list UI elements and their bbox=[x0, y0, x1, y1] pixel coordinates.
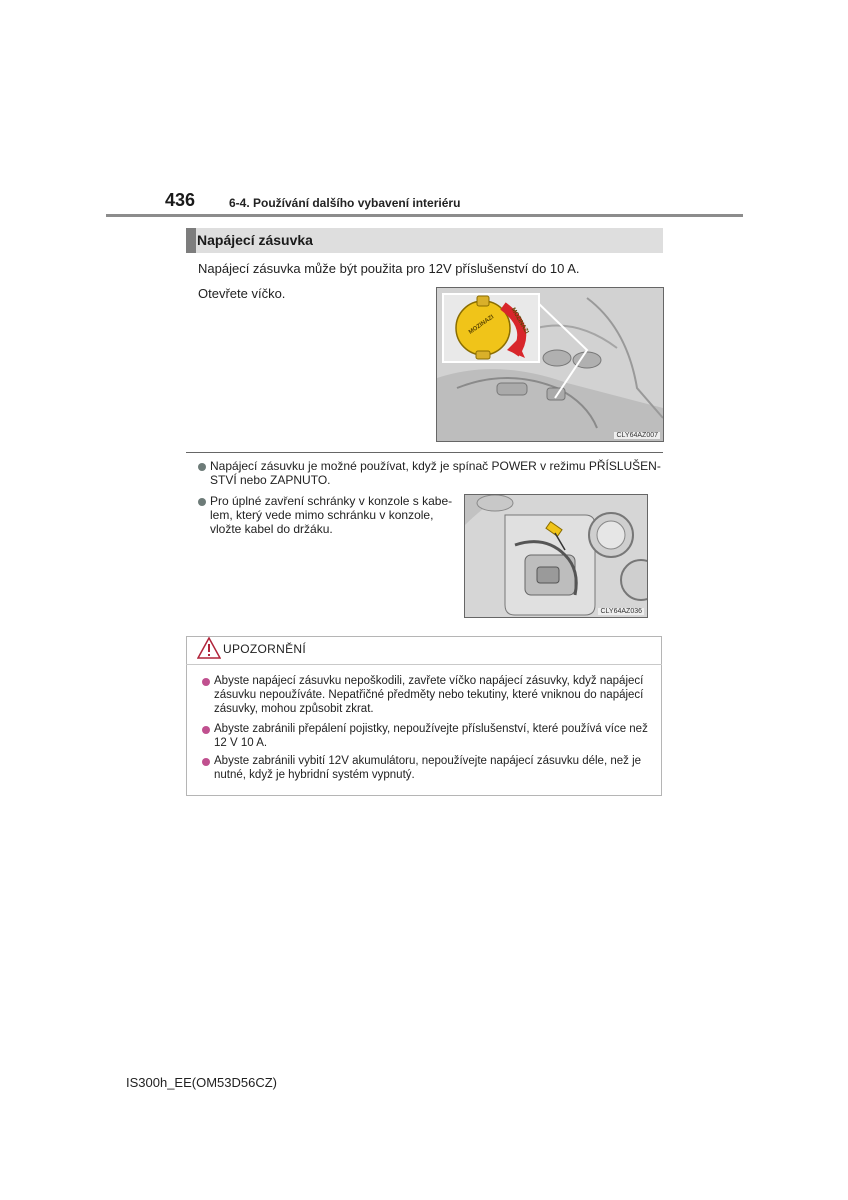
section-title: Napájecí zásuvka bbox=[197, 232, 313, 248]
page-number: 436 bbox=[165, 190, 196, 210]
warning-bullet-icon bbox=[202, 678, 210, 686]
warning-title: UPOZORNĚNÍ bbox=[223, 642, 307, 656]
note-1-line-2: STVÍ nebo ZAPNUTO. bbox=[210, 473, 331, 487]
cap-label-2: MOZINAZI bbox=[509, 306, 530, 336]
warning-item-1-line-1: Abyste napájecí zásuvku nepoškodili, zavřete víčko napájecí zásuvky, když napájecí bbox=[214, 675, 644, 687]
figure-open-cap bbox=[436, 287, 664, 442]
warning-bullet-icon bbox=[202, 758, 210, 766]
warning-item-3-line-2: nutné, když je hybridní systém vypnutý. bbox=[214, 769, 415, 781]
warning-bullet-icon bbox=[202, 726, 210, 734]
warning-item-2-line-2: 12 V 10 A. bbox=[214, 737, 268, 749]
footer-model-code: IS300h_EE(OM53D56CZ) bbox=[126, 1075, 278, 1090]
figure-code: CLY64AZ036 bbox=[600, 608, 642, 615]
warning-item-3-line-1: Abyste zabránili vybití 12V akumulátoru, nepoužívejte napájecí zásuvku déle, než je bbox=[214, 755, 642, 767]
warning-item-1-line-2: zásuvku nepoužíváte. Nepatřičné předměty nebo tekutiny, které vniknou do napájecí bbox=[214, 689, 644, 701]
note-bullet-icon bbox=[198, 463, 206, 471]
note-bullet-icon bbox=[198, 498, 206, 506]
warning-item-1-line-3: zásuvky, mohou způsobit zkrat. bbox=[214, 703, 374, 715]
step-text: Otevřete víčko. bbox=[198, 286, 286, 301]
figure-cable-holder bbox=[464, 494, 648, 618]
note-2-line-1: Pro úplné zavření schránky v konzole s kabe- bbox=[210, 494, 453, 508]
section-divider bbox=[186, 452, 663, 453]
note-2-line-3: vložte kabel do držáku. bbox=[210, 522, 333, 536]
warning-item-2-line-1: Abyste zabránili přepálení pojistky, nepoužívejte příslušenství, které používá více než bbox=[214, 723, 648, 735]
console-box-illustration bbox=[465, 495, 647, 617]
warning-triangle-icon bbox=[197, 637, 221, 659]
note-1-line-1: Napájecí zásuvku je možné používat, když je spínač POWER v režimu PŘÍSLUŠEN- bbox=[210, 459, 661, 473]
note-2-line-2: lem, který vede mimo schránku v konzole, bbox=[210, 508, 434, 522]
warning-header-rule bbox=[186, 664, 662, 665]
figure-code: CLY64AZ007 bbox=[616, 432, 658, 439]
header-rule bbox=[106, 214, 743, 217]
chapter-title: 6-4. Používání dalšího vybavení interiéru bbox=[229, 196, 461, 210]
cap-label: MOZINAZI bbox=[467, 314, 496, 336]
console-illustration bbox=[437, 288, 663, 441]
intro-text: Napájecí zásuvka může být použita pro 12V příslušenství do 10 A. bbox=[198, 261, 580, 276]
